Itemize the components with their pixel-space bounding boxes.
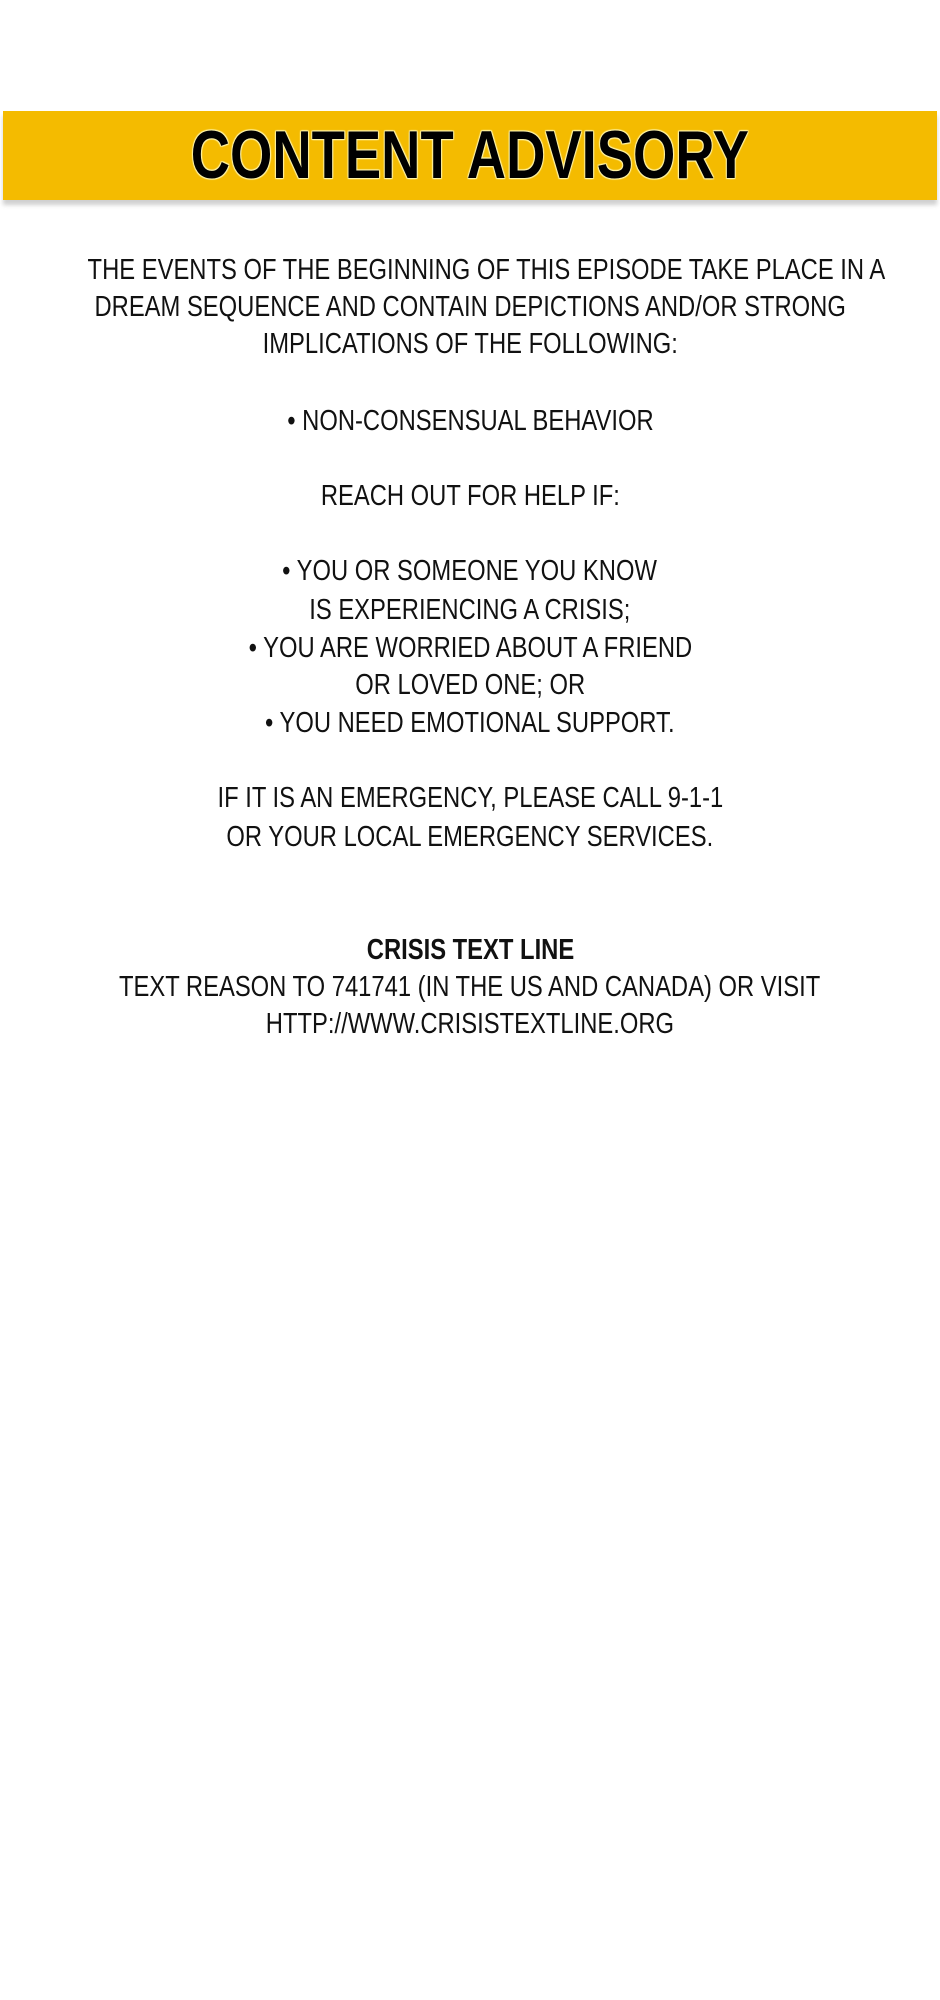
warning-item: • NON-CONSENSUAL BEHAVIOR <box>286 405 654 437</box>
condition-line: IS EXPERIENCING A CRISIS; <box>309 594 631 626</box>
crisis-text-line-url[interactable]: HTTP://WWW.CRISISTEXTLINE.ORG <box>265 1008 675 1040</box>
intro-line: THE EVENTS OF THE BEGINNING OF THIS EPISODE TAKE PLACE IN A <box>87 254 886 286</box>
condition-line: • YOU OR SOMEONE YOU KNOW <box>282 555 658 587</box>
reach-out-heading: REACH OUT FOR HELP IF: <box>320 480 620 512</box>
banner-title-text: CONTENT ADVISORY <box>190 117 750 193</box>
crisis-text-line-info: TEXT REASON TO 741741 (IN THE US AND CANADA) OR VISIT <box>119 971 821 1003</box>
emergency-line: OR YOUR LOCAL EMERGENCY SERVICES. <box>226 821 714 853</box>
crisis-text-line-title: CRISIS TEXT LINE <box>366 934 574 966</box>
banner-title <box>3 111 937 200</box>
content-advisory-banner <box>3 111 937 200</box>
intro-line: DREAM SEQUENCE AND CONTAIN DEPICTIONS AND/OR STRONG <box>94 291 846 323</box>
condition-line: OR LOVED ONE; OR <box>355 669 585 701</box>
condition-line: • YOU ARE WORRIED ABOUT A FRIEND <box>248 632 692 664</box>
intro-line: IMPLICATIONS OF THE FOLLOWING: <box>262 328 678 360</box>
condition-line: • YOU NEED EMOTIONAL SUPPORT. <box>265 707 675 739</box>
emergency-line: IF IT IS AN EMERGENCY, PLEASE CALL 9-1-1 <box>217 782 723 814</box>
